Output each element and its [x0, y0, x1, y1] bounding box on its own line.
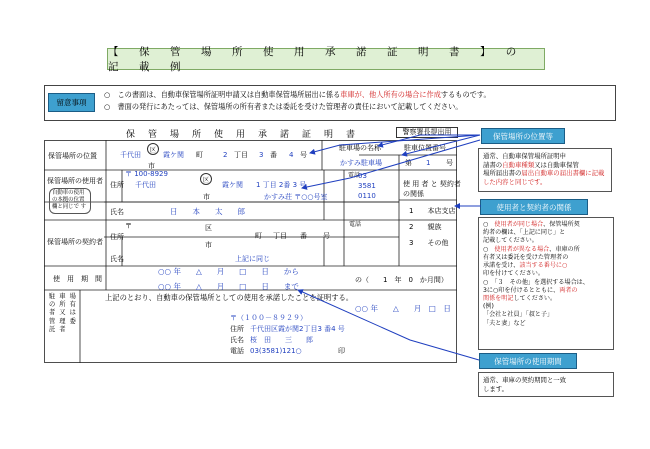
- rel-l13: 「夫と妻」など: [483, 319, 526, 327]
- contract-cho: 町: [255, 232, 262, 240]
- period-from: ○○ 年 △ 月 □ 日 から: [158, 267, 299, 276]
- callout-location-head: 保管場所の位置等: [481, 128, 565, 144]
- rel-l4a: ○: [483, 245, 495, 253]
- callout-period-line-2: します。: [483, 384, 509, 393]
- notice-line-2: ○ 書面の発行にあたっては、保管場所の所有者または委託を受けた管理者の責任において記載してください。: [104, 102, 463, 111]
- rel-l12: 「会社と社員」「叔と子」: [483, 311, 554, 319]
- location-cho: 町: [196, 151, 203, 159]
- parking-number: 1: [426, 159, 431, 167]
- notice-line-1-part-a: ○ この書面は、自動車保管場所証明申請又は自動車保管場所届出に係る: [104, 90, 341, 99]
- notice-line-1-emphasis: 車庫が、他人所有の場合に作成: [340, 90, 441, 99]
- contract-ku: 区: [205, 224, 212, 232]
- notice-line-1-part-c: するものです。: [440, 90, 491, 99]
- contract-chome: 丁目: [273, 232, 287, 240]
- callout-location-line-2c: 又は自動車保管: [534, 160, 579, 169]
- location-chome: 丁目: [234, 151, 248, 159]
- contract-zip: 〒: [125, 222, 132, 230]
- rel-l3: 記載してください。: [483, 237, 538, 245]
- rel-l6a: 承諾を受け、: [483, 262, 520, 270]
- relation-label-line1: 使 用 者 と 契約者: [403, 180, 461, 188]
- arrow-to-location: [310, 135, 480, 153]
- arrow-to-period: [298, 290, 479, 360]
- user-ward: 千代田: [135, 181, 156, 189]
- parking-name-value: かすみ駐車場: [340, 159, 382, 167]
- label-storage-contractor: 保管場所の契約者: [47, 238, 103, 246]
- form-heading: 保 管 場 所 使 用 承 諾 証 明 書: [126, 130, 358, 140]
- user-note-3: 欄と同じで す: [52, 203, 87, 210]
- user-name-label: 氏名: [110, 208, 124, 216]
- certifier-tel-value: 03(3581)121○: [250, 347, 302, 355]
- location-shi: 市: [148, 162, 155, 170]
- parking-dai: 第: [405, 159, 412, 167]
- contract-name-value: 上記に同じ: [235, 255, 270, 263]
- callout-period-head: 保管場所の使用期間: [479, 353, 577, 369]
- rel-l10: 関係を: [483, 294, 502, 302]
- period-to: ○○ 年 △ 月 □ 日 まで: [158, 282, 299, 291]
- certifier-address-label: 住所: [230, 325, 244, 333]
- contract-shi: 市: [205, 241, 212, 249]
- rel-l8: ○ 「３ その他」を選択する場合は、: [483, 278, 589, 286]
- rel-l4c: 、車庫の所: [549, 245, 580, 253]
- period-months: の（ 1 年 0 か月間）: [355, 276, 448, 284]
- user-zip: 〒 100-8929: [125, 170, 168, 178]
- rel-l7: 印を付けてください。: [483, 270, 544, 278]
- callout-period-line-1: 通常、車庫の契約期間と一致: [483, 376, 567, 384]
- relation-option-2: 2 親族: [409, 223, 442, 231]
- user-town: 霞ケ関: [222, 181, 243, 189]
- user-note-1: 自動車の使用: [52, 190, 85, 196]
- certifier-seal: 印: [338, 347, 345, 355]
- callout-location-line-4: した内容と同じです。: [483, 177, 547, 186]
- user-address-number: 1 丁目 2番 3 号: [256, 181, 307, 189]
- location-num-2: 2: [223, 151, 228, 159]
- contract-go: 号: [323, 232, 330, 240]
- label-usage-period: 使 用 期 間: [53, 275, 102, 283]
- label-parking-name: 駐車場の名称: [339, 144, 381, 152]
- certifier-address-value: 千代田区霞が関2丁目3 番4 号: [250, 325, 345, 333]
- user-tel-label: 電話: [348, 172, 361, 179]
- certifier-zip: 〒（１００－８９２９）: [230, 314, 307, 322]
- contract-name-label: 氏名: [110, 255, 124, 263]
- rel-l11: (例): [483, 303, 494, 311]
- user-tel-2: 3581: [358, 182, 376, 190]
- police-submission-box: 警察署長提出用: [396, 127, 458, 138]
- label-parking-position: 駐車位置番号: [404, 144, 446, 152]
- rel-l1c: 、保管場所契: [543, 221, 580, 228]
- location-num-3: 3: [259, 151, 264, 159]
- location-town: 霞ケ関: [163, 151, 184, 159]
- certifier-name-label: 氏名: [230, 336, 244, 344]
- document-title: 【 保 管 場 所 使 用 承 諾 証 明 書 】 の 記 載 例: [108, 46, 537, 73]
- rel-l10c: してください。: [513, 294, 557, 302]
- rel-l9a: 3に○印を付けるとともに、: [483, 286, 560, 294]
- rel-l1a: ○: [483, 221, 495, 228]
- rel-l2: 約者の欄は、「上記に同じ」と: [483, 229, 566, 237]
- callout-location-line-3a: 場所届出書の: [483, 169, 522, 178]
- user-building: かすみ荘 〒○○号室: [264, 193, 328, 201]
- user-tel-1: 03: [358, 172, 367, 180]
- rel-l10b: 明記: [501, 294, 514, 302]
- callout-location-line-3c: 届出書欄に記載: [559, 169, 605, 178]
- callout-location-line-2a: 請書の: [483, 160, 503, 169]
- callout-location-line-2b: 自動車種類: [502, 160, 535, 169]
- user-note-2: の本拠の位置: [52, 196, 85, 203]
- location-go: 号: [300, 151, 307, 159]
- location-ward: 千代田: [120, 151, 141, 159]
- user-name-value: 日 本 太 郎: [170, 207, 245, 216]
- user-shi: 市: [203, 193, 210, 201]
- arrow-to-user-address: [302, 140, 480, 188]
- location-ban: 番: [270, 151, 277, 159]
- callout-location-line-1: 通常、自動車保管場所証明申: [483, 152, 567, 160]
- rel-l9b: 両者の: [559, 286, 578, 294]
- callout-relation-head: 使用者と契約者の関係: [480, 199, 588, 215]
- notice-label: 留意事項: [48, 93, 95, 112]
- rel-l6b: 該当する番号に○: [519, 262, 568, 270]
- relation-option-3: 3 その他: [409, 239, 449, 247]
- location-num-4: 4: [289, 151, 294, 159]
- certifier-name-value: 桜 田 三 郎: [250, 336, 313, 344]
- parking-go: 号: [446, 159, 453, 167]
- rel-l5: 有者又は委託を受けた管理者の: [483, 253, 569, 261]
- rel-l4b: 使用者が異なる場合: [494, 245, 550, 253]
- contract-ban: 番: [300, 232, 307, 240]
- certifier-statement: 上記のとおり、自動車の保管場所としての使用を承諾したことを証明する。: [105, 293, 354, 302]
- location-ku-circled: 区: [147, 143, 159, 155]
- certifier-tel-label: 電話: [230, 347, 244, 355]
- rel-l1b: 使用者が同じ場合: [494, 221, 544, 228]
- user-ku-circled: 区: [200, 173, 212, 185]
- certifier-date: ○○ 年 △ 月 □ 日: [355, 304, 451, 313]
- label-storage-user: 保管場所の使用者: [47, 177, 103, 185]
- user-tel-3: 0110: [358, 192, 376, 200]
- relation-option-1: 1 本店支店: [409, 207, 456, 215]
- callout-location-line-3b: 届出自動車の: [521, 169, 560, 178]
- relation-label-line2: の関係: [403, 190, 424, 198]
- label-storage-location: 保管場所の位置: [48, 152, 97, 160]
- contract-address-label: 住所: [110, 233, 124, 241]
- contract-tel-label: 電話: [349, 221, 362, 228]
- label-certifier: 駐 車 場 の 所 有 者 又 は 管 理 委 託 者: [49, 293, 77, 333]
- user-address-label: 住所: [110, 181, 124, 189]
